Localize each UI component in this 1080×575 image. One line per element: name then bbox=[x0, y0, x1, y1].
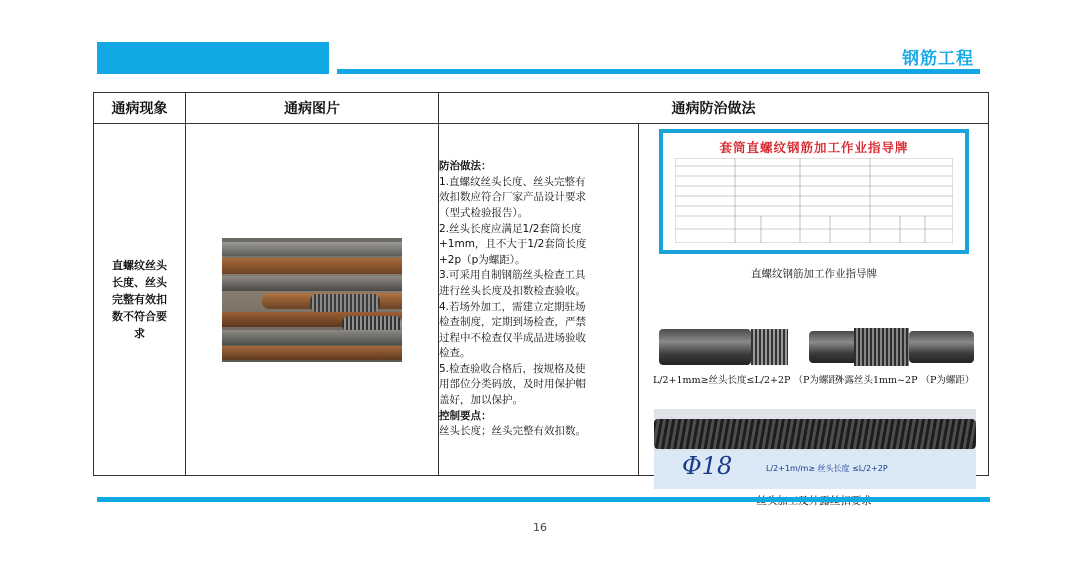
thread-label-text: L/2+1m/m≥ 丝头长度 ≤L/2+2P bbox=[766, 464, 888, 473]
method-line: +2p（p为螺距）。 bbox=[439, 253, 526, 266]
defect-table bbox=[93, 92, 989, 480]
diameter-label: Φ18 bbox=[682, 452, 733, 480]
method-line: 防治做法： bbox=[439, 160, 492, 173]
phenomenon-line: 完整有效扣 bbox=[112, 293, 167, 306]
method-line: 用部位分类码放，及时用保护帽 bbox=[439, 378, 586, 391]
phenomenon-line: 长度、丝头 bbox=[112, 276, 167, 289]
phenomenon-line: 直螺纹丝头 bbox=[112, 259, 167, 272]
phenomenon-cell bbox=[94, 124, 186, 476]
guidance-sign bbox=[659, 129, 969, 254]
header-prevention: 通病防治做法 bbox=[439, 93, 989, 124]
method-line: 效扣数应符合厂家产品设计要求 bbox=[439, 191, 586, 204]
method-line: 检查制度，定期到场检查，严禁 bbox=[439, 316, 586, 329]
phenomenon-line: 求 bbox=[134, 327, 145, 340]
header-phenomenon: 通病现象 bbox=[94, 93, 186, 124]
sign-table-grid bbox=[675, 158, 953, 243]
rebar-photo bbox=[222, 238, 402, 362]
method-line: 进行丝头长度及扣数检查验收。 bbox=[439, 284, 586, 297]
table-header-row bbox=[94, 93, 989, 124]
page-number: 16 bbox=[533, 521, 547, 534]
method-line: 控制要点： bbox=[439, 409, 492, 422]
footer-accent-line bbox=[97, 497, 990, 502]
method-line: （型式检验报告）。 bbox=[439, 206, 529, 219]
method-line: 丝头长度；丝头完整有效扣数。 bbox=[439, 425, 586, 438]
sign-caption: 直螺纹钢筋加工作业指导牌 bbox=[751, 268, 877, 280]
thread-label-card bbox=[654, 451, 976, 489]
method-line: 3.可采用自制钢筋丝头检查工具 bbox=[439, 269, 586, 282]
phenomenon-line: 数不符合要 bbox=[112, 310, 167, 323]
method-line: 4.若场外加工，需建立定期驻场 bbox=[439, 300, 586, 313]
thread-photo bbox=[654, 409, 976, 489]
method-line: 过程中不检查仅半成品进场验收 bbox=[439, 331, 586, 344]
method-line: 2.丝头长度应满足1/2套筒长度 bbox=[439, 222, 582, 235]
method-line: 5.检查验收合格后，按规格及使 bbox=[439, 362, 586, 375]
prevention-method-cell bbox=[439, 124, 639, 476]
reference-images-cell bbox=[639, 124, 989, 480]
thread-length-caption: L/2+1mm≥丝头长度≤L/2+2P （P为螺距） bbox=[653, 375, 848, 386]
header-accent-block bbox=[97, 42, 329, 74]
method-line: 盖好，加以保护。 bbox=[439, 394, 523, 407]
method-line: 检查。 bbox=[439, 347, 471, 360]
header-accent-line bbox=[337, 69, 980, 74]
table-row bbox=[94, 124, 989, 476]
defect-photo-cell bbox=[186, 124, 439, 476]
header-picture: 通病图片 bbox=[186, 93, 439, 124]
method-line: +1mm，且不大于1/2套筒长度 bbox=[439, 238, 587, 251]
section-title: 钢筋工程 bbox=[902, 49, 974, 69]
method-line: 1.直螺纹丝头长度、丝头完整有 bbox=[439, 175, 586, 188]
exposed-thread-caption: 外露丝头1mm~2P （P为螺距） bbox=[835, 375, 975, 386]
sign-title: 套筒直螺纹钢筋加工作业指导牌 bbox=[719, 140, 909, 155]
